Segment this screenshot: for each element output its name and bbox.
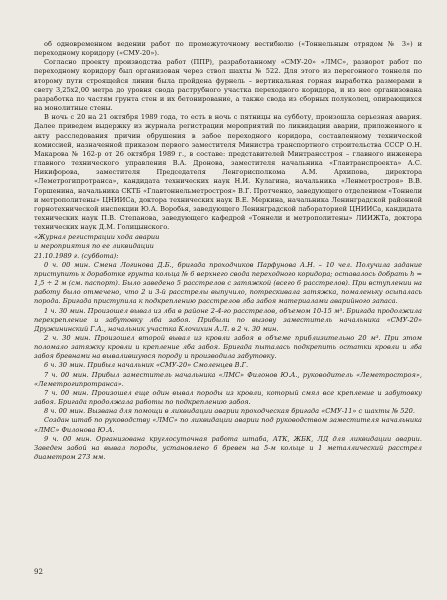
journal-entry: 0 ч. 00 мин. Смена Логинова Д.Б., бригада проходчиков Парфунова А.Н. – 10 чел. Получила задание приступить к доработке грунта кольца № 6 верхнего свода переходного коридора; оставалось добрать h = 1,5 ÷ 2 м (см. паспорт). Было заведено 5 расстрелов с затяжкой (всего 6 расстрелов). При вступлении на работу было отмечено, что 2 и 3-й расстрелы выпучило, потрескивала затяжка, помаленьку осыпалась порода. Бригада приступила к подкреплению расстрелов лба забоя материалами аварийного запаса. <box>34 260 422 306</box>
journal-entry: 7 ч. 00 мин. Прибыл заместитель начальника «ЛМС» Филонов Ю.А., руководитель «Леметростроя», «Леметрогипротранса». <box>34 370 422 388</box>
journal-heading-line: 21.10.1989 г. (суббота): <box>34 251 119 260</box>
journal-entry: 7 ч. 00 мин. Произошел еще один вывал породы из кровли, который смял все крепление и забутовку забоя. Бригада продолжала работы по подкреплению забоя. <box>34 388 422 407</box>
journal-heading-line: и мероприятия по ее ликвидации <box>34 242 154 251</box>
journal-entry: 6 ч. 30 мин. Прибыл начальник «СМУ-20» Смоленцев В.Г. <box>44 361 249 370</box>
page-text <box>34 40 422 462</box>
journal-excerpt <box>34 233 422 462</box>
journal-entry: 8 ч. 00 мин. Вызвана для помощи в ликвидации аварии проходческая бригада «СМУ-11» с шахты № 520. <box>44 407 415 416</box>
journal-entry: 9 ч. 00 мин. Организована круглосуточная работа штаба, АТК, ЖБК, ЛД для ликвидации аварии. Заведен забой на вывал породы, установлено 6 бревен на 5-м кольце и 1 металлический расстрел диаметром 273 мм. <box>34 434 422 462</box>
journal-entry: Создан штаб по руководству «ЛМС» по ликвидации аварии под руководством заместителя начальника «ЛМС» Филонова Ю.А. <box>34 416 422 434</box>
journal-heading-line: «Журнал регистрации хода аварии <box>34 233 160 242</box>
paragraph: об одновременном ведении работ по промежуточному вестибюлю («Тоннельным отрядом № 3») и переходному коридору («СМУ-20»). <box>34 40 422 58</box>
paragraph: Согласно проекту производства работ (ППР), разработанному «СМУ-20» «ЛМС», разворот работ по переходному коридору был организован через ствол шахты № 522. Для этого из перегонного тоннеля по второму пути строящейся линии была пройдена фурнель – вертикальная горная выработка размерами в свету 3,25х2,00 метра до уровня свода раструбного участка переходного коридора, и из нее организована разработка по частям грунта стен и их бетонирование, а также свода из сборных полуколец, опирающихся на монолитные стены. <box>34 58 422 113</box>
paragraph: В ночь с 20 на 21 октября 1989 года, то есть в ночь с пятницы на субботу, произошла серьезная авария. Далее приведем выдержку из журнала регистрации мероприятий по ликвидации аварии, приложенного к акту расследования причин обрушения в забое переходного коридора, составленному технической комиссией, назначенной приказом первого заместителя Министра транспортного строительства СССР О.Н. Макарова № 162-р от 26 октября 1989 г., в составе: представителей Минтрансстроя – главного инженера главного технического управления В.А. Дронова, заместителя начальника «Главтранспроекта» А.С. Никифорова, заместителя Председателя Ленгорисполкома А.М. Архипова, директора «Леметрогипротранса», кандидата технических наук Н.И. Кулагина, начальника «Ленметростроя» В.В. Горшенина, начальника СКТБ «Главтоннельметростроя» В.Г. Протченко, заведующего отделением «Тоннели и метрополитены» ЦНИИСа, доктора технических наук В.Е. Меркина, начальника Ленинградской районной горнотехнической инспекции Ю.А. Воробья, заведующего Ленинградской лабораторией ЦНИИСа, кандидата технических наук П.В. Степанова, заведующего кафедрой «Тоннели и метрополитены» ЛИИЖТа, доктора технических наук Д.М. Голицынского. <box>34 113 422 232</box>
journal-entry: 1 ч. 30 мин. Произошел вывал из лба в районе 2-4-го расстрелов, объемом 10-15 м³. Бригада продолжила перекрепление и забутовку лба забоя. Прибыли по вызову заместитель начальника «СМУ-20» Дружининский Г.А., начальник участка Клочихин А.Л. в 2 ч. 30 мин. <box>34 306 422 333</box>
journal-entry: 2 ч. 30 мин. Произошел второй вывал из кровли забоя в объеме приблизительно 20 м³. При этом поломало затяжку кровли и крепление лба забоя. Бригада пыталась подкрепить остатки кровли и лба забоя бревнами на вывалившуюся породу и производила забутовку. <box>34 334 422 361</box>
page-number: 92 <box>34 568 43 576</box>
